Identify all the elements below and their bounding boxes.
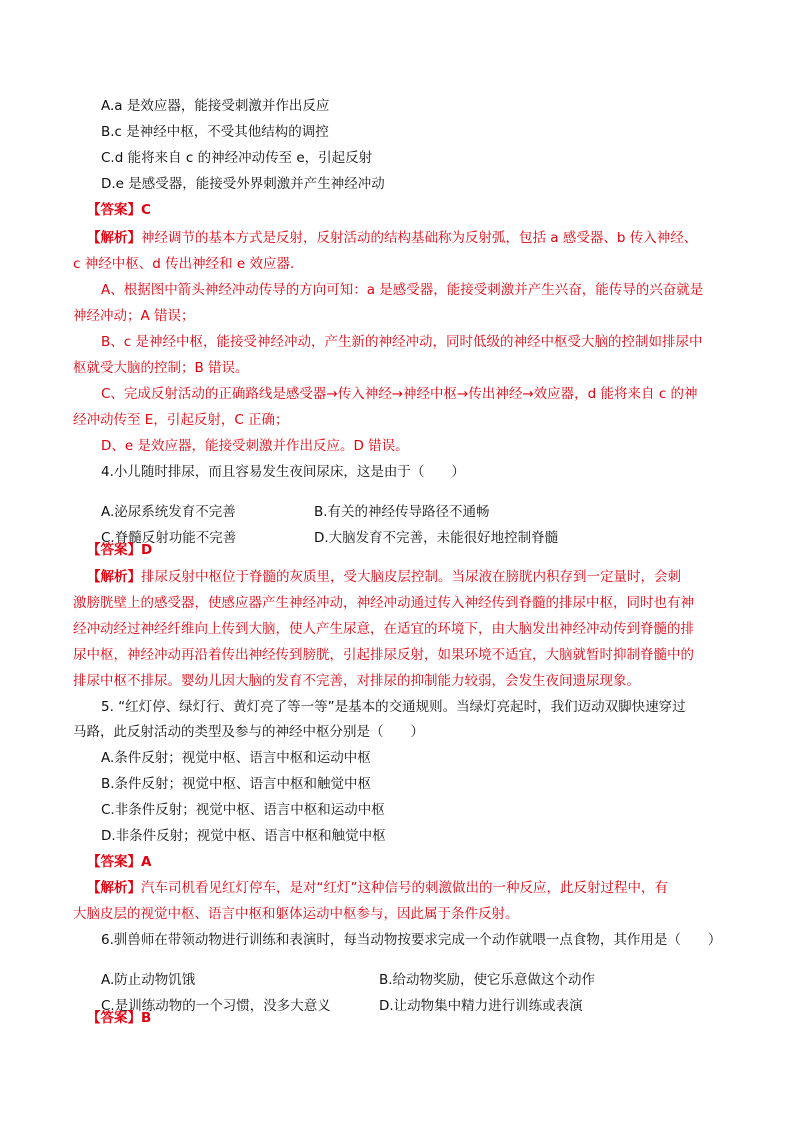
q5-stem-line-2: 马路，此反射活动的类型及参与的神经中枢分别是（ ） xyxy=(73,724,424,740)
q3-option-d: D.e 是感受器，能接受外界刺激并产生神经冲动 xyxy=(101,176,385,192)
q4-stem: 4.小儿随时排尿，而且容易发生夜间尿床，这是由于（ ） xyxy=(101,464,465,480)
q3-answer xyxy=(87,200,151,220)
q3-option-a: A.a 是效应器，能接受刺激并作出反应 xyxy=(101,98,330,114)
q5-option-d: D.非条件反射；视觉中枢、语言中枢和触觉中枢 xyxy=(101,828,386,844)
q3-analysis-line-8: 经冲动传至 E，引起反射，C 正确； xyxy=(73,412,289,428)
answer-tag: 【答案】 xyxy=(87,202,141,218)
q6-answer xyxy=(87,1008,151,1028)
q4-analysis-line-4: 尿中枢，神经冲动再沿着传出神经传到膀胱，引起排尿反射，如果环境不适宜，大脑就暂时抑制脊髓中的 xyxy=(73,647,694,663)
q6-option-a: A.防止动物饥饿 xyxy=(101,971,196,988)
q3-analysis-line-9: D、e 是效应器，能接受刺激并作出反应。D 错误。 xyxy=(101,438,409,454)
q5-stem-line-1: 5. “红灯停、绿灯行、黄灯亮了等一等”是基本的交通规则。当绿灯亮起时，我们迈动双脚快速穿过 xyxy=(101,699,686,715)
answer-tag: 【答案】 xyxy=(87,854,141,870)
q4-option-c: C.脊髓反射功能不完善 xyxy=(101,529,237,546)
q3-analysis-line-7: C、完成反射活动的正确路线是感受器→传入神经→神经中枢→传出神经→效应器，d 能将来自 c 的神 xyxy=(101,386,698,402)
q6-option-d: D.让动物集中精力进行训练或表演 xyxy=(379,997,583,1014)
q5-analysis-line-1: 【解析】汽车司机看见红灯停车，是对“红灯”这种信号的刺激做出的一种反应，此反射过程中，有 xyxy=(87,880,668,896)
q3-analysis-line-6: 枢就受大脑的控制；B 错误。 xyxy=(73,360,249,376)
analysis-tag: 【解析】 xyxy=(87,230,141,246)
q4-option-d: D.大脑发育不完善，未能很好地控制脊髓 xyxy=(314,529,559,546)
analysis-tag: 【解析】 xyxy=(87,569,141,585)
q6-stem: 6.驯兽师在带领动物进行训练和表演时，每当动物按要求完成一个动作就喂一点食物，其作用是（ ） xyxy=(101,932,722,948)
q5-answer xyxy=(87,852,151,872)
q4-answer xyxy=(87,540,152,560)
answer-tag: 【答案】 xyxy=(87,1010,141,1026)
q4-analysis-line-1: 【解析】排尿反射中枢位于脊髓的灰质里，受大脑皮层控制。当尿液在膀胱内积存到一定量时，会刺 xyxy=(87,569,681,585)
q5-option-a: A.条件反射；视觉中枢、语言中枢和运动中枢 xyxy=(101,750,371,766)
q3-analysis-line-5: B、c 是神经中枢，能接受神经冲动，产生新的神经冲动，同时低级的神经中枢受大脑的控制如排尿中 xyxy=(101,334,703,350)
answer-value: D xyxy=(141,542,153,558)
analysis-tag: 【解析】 xyxy=(87,880,141,896)
q3-analysis-line-1: 【解析】神经调节的基本方式是反射，反射活动的结构基础称为反射弧，包括 a 感受器、b 传入神经、 xyxy=(87,230,698,246)
answer-value: C xyxy=(141,202,151,218)
q5-option-c: C.非条件反射；视觉中枢、语言中枢和运动中枢 xyxy=(101,802,385,818)
q6-option-b: B.给动物奖励，使它乐意做这个动作 xyxy=(379,971,596,988)
q5-analysis-line-2: 大脑皮层的视觉中枢、语言中枢和躯体运动中枢参与，因此属于条件反射。 xyxy=(73,906,519,922)
q3-analysis-line-4: 神经冲动；A 错误； xyxy=(73,308,195,324)
q4-option-b: B.有关的神经传导路径不通畅 xyxy=(314,503,490,520)
q3-analysis-line-3: A、根据图中箭头神经冲动传导的方向可知：a 是感受器，能接受刺激并产生兴奋，能传导的兴奋就是 xyxy=(101,282,704,298)
q4-analysis-line-5: 排尿中枢不排尿。婴幼儿因大脑的发育不完善，对排尿的抑制能力较弱，会发生夜间遗尿现象。 xyxy=(73,673,640,689)
q3-option-b: B.c 是神经中枢，不受其他结构的调控 xyxy=(101,124,329,140)
q5-option-b: B.条件反射；视觉中枢、语言中枢和触觉中枢 xyxy=(101,776,372,792)
answer-value: B xyxy=(141,1010,152,1026)
q4-option-a: A.泌尿系统发育不完善 xyxy=(101,503,236,520)
q4-analysis-line-3: 经冲动经过神经纤维向上传到大脑，使人产生尿意，在适宜的环境下，由大脑发出神经冲动传到脊髓的排 xyxy=(73,621,694,637)
q4-analysis-line-2: 激膀胱壁上的感受器，使感应器产生神经冲动，神经冲动通过传入神经传到脊髓的排尿中枢，同时也有神 xyxy=(73,595,694,611)
answer-value: A xyxy=(141,854,152,870)
answer-tag: 【答案】 xyxy=(87,542,141,558)
q6-option-c: C.是训练动物的一个习惯，没多大意义 xyxy=(101,997,331,1014)
q3-analysis-line-2: c 神经中枢、d 传出神经和 e 效应器. xyxy=(73,256,295,272)
q3-option-c: C.d 能将来自 c 的神经冲动传至 e，引起反射 xyxy=(101,150,373,166)
